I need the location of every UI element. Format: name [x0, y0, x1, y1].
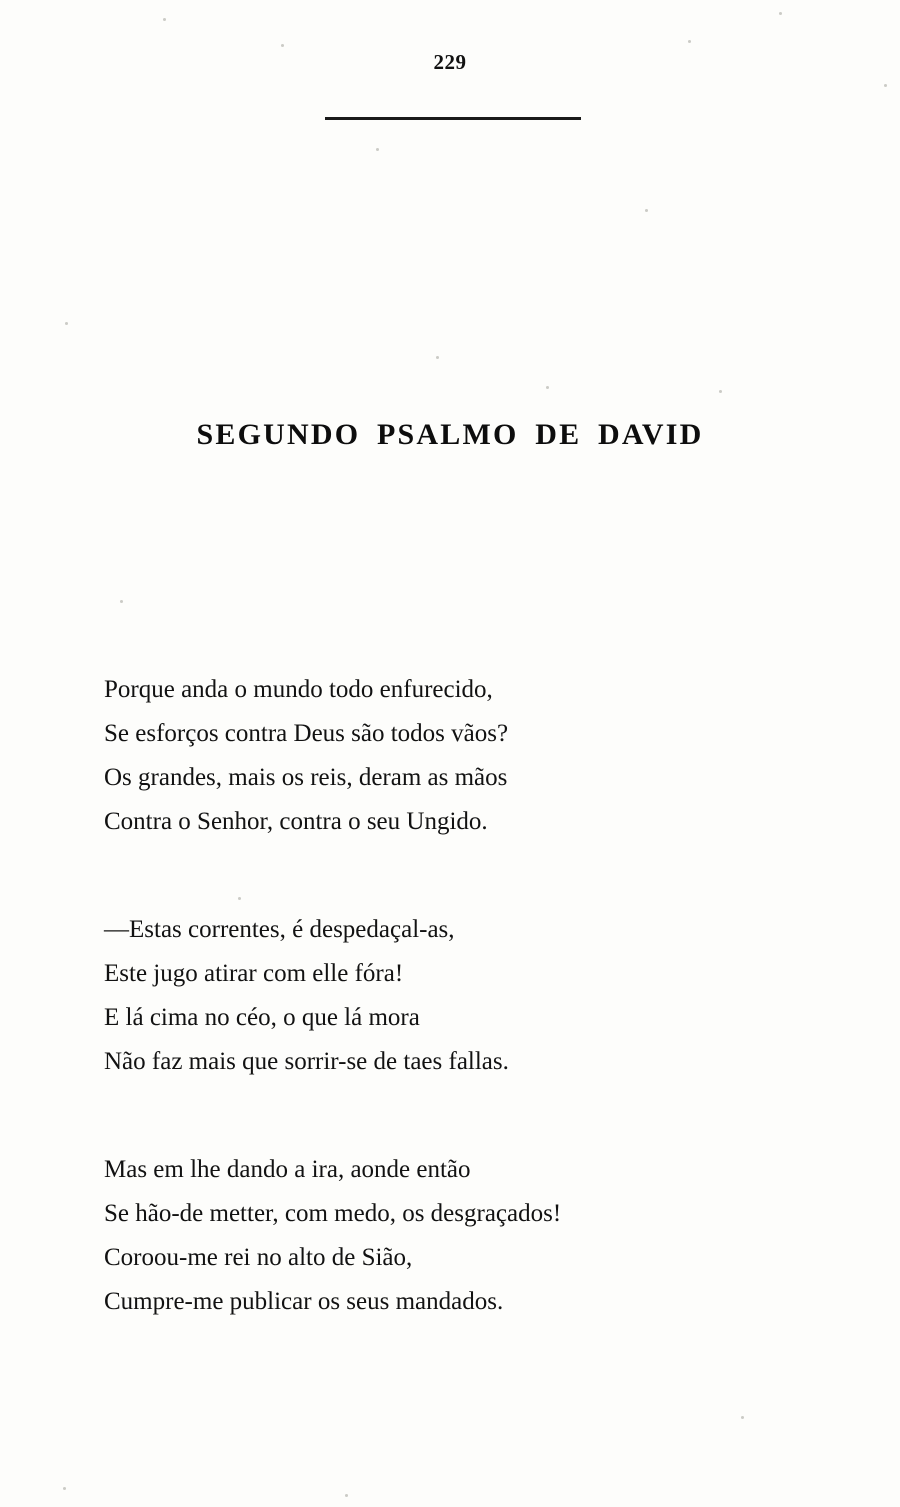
poem-body: [104, 668, 844, 1388]
stanza: [104, 1148, 844, 1324]
verse-line: Contra o Senhor, contra o seu Ungido.: [104, 808, 488, 835]
verse-line: Se esforços contra Deus são todos vãos?: [104, 720, 509, 747]
scan-speck: [884, 84, 887, 87]
scan-speck: [688, 40, 691, 43]
scan-speck: [163, 18, 166, 21]
verse-line: Cumpre-me publicar os seus mandados.: [104, 1288, 504, 1315]
scan-speck: [741, 1416, 744, 1419]
stanza: [104, 908, 844, 1084]
scan-speck: [719, 390, 722, 393]
verse-line: E lá cima no céo, o que lá mora: [104, 1004, 420, 1031]
scan-speck: [65, 322, 68, 325]
scan-speck: [645, 209, 648, 212]
verse-line: Este jugo atirar com elle fóra!: [104, 960, 404, 987]
scan-speck: [436, 356, 439, 359]
scan-speck: [281, 44, 284, 47]
verse-line: —Estas correntes, é despedaçal-as,: [104, 916, 455, 943]
verse-line: Porque anda o mundo todo enfurecido,: [104, 676, 493, 703]
verse-line: Não faz mais que sorrir-se de taes fallas.: [104, 1048, 509, 1075]
scan-speck: [779, 12, 782, 15]
scan-speck: [546, 386, 549, 389]
scan-speck: [376, 148, 379, 151]
stanza: [104, 668, 844, 844]
scan-speck: [63, 1487, 66, 1490]
verse-line: Coroou-me rei no alto de Sião,: [104, 1244, 413, 1271]
header-divider: [325, 117, 581, 120]
verse-line: Se hão-de metter, com medo, os desgraçados!: [104, 1200, 562, 1227]
scan-speck: [120, 600, 123, 603]
page-number: 229: [433, 50, 467, 74]
page-title: SEGUNDO PSALMO DE DAVID: [196, 418, 704, 451]
verse-line: Mas em lhe dando a ira, aonde então: [104, 1156, 471, 1183]
scan-speck: [345, 1494, 348, 1497]
scan-speck: [238, 897, 241, 900]
verse-line: Os grandes, mais os reis, deram as mãos: [104, 764, 508, 791]
